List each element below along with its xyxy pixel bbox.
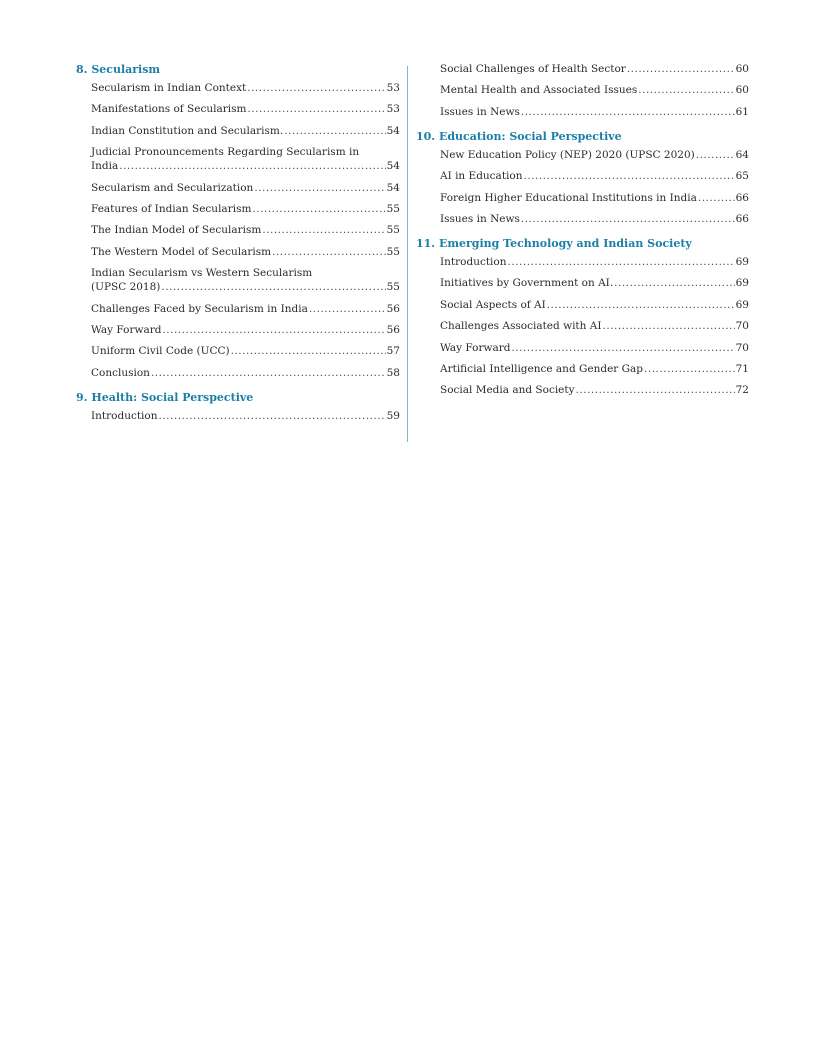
dot-leader: [521, 212, 735, 226]
toc-page-number: 55: [386, 245, 400, 258]
toc-entry[interactable]: [440, 383, 749, 397]
toc-page-number: 60: [735, 84, 749, 97]
toc-page-number: 70: [735, 320, 749, 333]
toc-section-continued: [416, 62, 749, 119]
toc-entry[interactable]: [440, 255, 749, 269]
toc-entry-title: Issues in News: [440, 212, 520, 225]
toc-entry[interactable]: [440, 148, 749, 162]
toc-entry[interactable]: [91, 323, 400, 337]
toc-section: [416, 236, 749, 397]
toc-page-number: 69: [735, 277, 749, 290]
section-heading: 9. Health: Social Perspective: [76, 390, 254, 404]
dot-leader: [159, 409, 386, 423]
toc-entry-title: Social Challenges of Health Sector: [440, 63, 626, 75]
toc-page-number: 55: [386, 224, 400, 237]
dot-leader: [231, 344, 386, 358]
toc-section: [76, 62, 400, 380]
dot-leader: [521, 105, 735, 119]
column-divider: [407, 66, 408, 442]
toc-page-number: 59: [386, 409, 400, 422]
toc-entry-title: Initiatives by Government on AI.: [440, 277, 614, 290]
toc-page-number: 55: [386, 202, 400, 215]
toc-page-number: 69: [735, 255, 749, 268]
toc-entry-title: Indian Constitution and Secularism.: [91, 124, 284, 137]
toc-entry-title: (UPSC 2018): [91, 281, 161, 294]
dot-leader: [627, 62, 735, 76]
toc-page-number: 54: [386, 124, 400, 137]
dot-leader: [284, 124, 385, 138]
toc-page-number: 70: [735, 341, 749, 354]
toc-entry[interactable]: [91, 81, 400, 95]
toc-entry-title: Introduction: [440, 255, 507, 268]
dot-leader: [614, 276, 734, 290]
toc-entry[interactable]: [91, 124, 400, 138]
toc-entry-title: Way Forward: [440, 341, 511, 354]
dot-leader: [151, 366, 386, 380]
toc-entry[interactable]: [91, 202, 400, 216]
toc-entry-list: [91, 81, 400, 380]
dot-leader: [547, 298, 735, 312]
section-heading: 10. Education: Social Perspective: [416, 129, 622, 143]
dot-leader: [508, 255, 735, 269]
dot-leader: [523, 169, 734, 183]
toc-entry[interactable]: [91, 223, 400, 237]
toc-entry-title: Issues in News: [440, 105, 520, 118]
toc-entry-title: AI in Education: [440, 170, 523, 183]
toc-page-number: 53: [386, 82, 400, 94]
dot-leader: [254, 181, 385, 195]
dot-leader: [272, 245, 386, 259]
dot-leader: [638, 83, 734, 97]
toc-entry[interactable]: [440, 362, 749, 376]
toc-entry[interactable]: [91, 366, 400, 380]
toc-entry-title: Foreign Higher Educational Institutions in India: [440, 191, 697, 204]
toc-entry-title: Conclusion: [91, 366, 150, 379]
toc-entry[interactable]: [91, 344, 400, 358]
section-heading: 11. Emerging Technology and Indian Society: [416, 236, 692, 250]
dot-leader: [696, 148, 735, 162]
toc-entry-title: Introduction: [91, 409, 158, 422]
toc-left-column: [76, 62, 400, 430]
dot-leader: [602, 319, 734, 333]
toc-entry[interactable]: [440, 341, 749, 355]
toc-entry[interactable]: [440, 212, 749, 226]
toc-entry-title: India: [91, 160, 119, 173]
toc-entry[interactable]: [440, 319, 749, 333]
dot-leader: [162, 323, 385, 337]
toc-entry[interactable]: [91, 266, 400, 294]
toc-page-number: 66: [735, 212, 749, 225]
toc-entry[interactable]: [440, 105, 749, 119]
toc-entry-list: [440, 148, 749, 226]
toc-page-number: 54: [386, 181, 400, 194]
toc-entry[interactable]: [440, 62, 749, 76]
toc-page-number: 71: [735, 362, 749, 375]
toc-page-number: 53: [386, 103, 400, 116]
toc-entry-title: Secularism in Indian Context: [91, 82, 247, 94]
dot-leader: [247, 81, 385, 95]
toc-entry[interactable]: [91, 302, 400, 316]
toc-page-number: 55: [386, 281, 400, 294]
dot-leader: [252, 202, 385, 216]
toc-entry[interactable]: [440, 83, 749, 97]
toc-page-number: 64: [735, 148, 749, 161]
toc-entry-title: Social Aspects of AI: [440, 298, 546, 311]
toc-entry[interactable]: [440, 169, 749, 183]
toc-entry[interactable]: [440, 276, 749, 290]
toc-entry-title: Mental Health and Associated Issues: [440, 84, 638, 97]
toc-page-number: 56: [386, 323, 400, 336]
toc-page-number: 61: [735, 105, 749, 118]
toc-entry-title-line1: Judicial Pronouncements Regarding Secularism in: [91, 146, 360, 159]
toc-entry[interactable]: [440, 298, 749, 312]
toc-page-number: 60: [735, 63, 749, 75]
dot-leader: [247, 102, 385, 116]
toc-entry-title: Uniform Civil Code (UCC): [91, 345, 230, 358]
toc-entry-list: [440, 62, 749, 119]
toc-entry-title: The Western Model of Secularism: [91, 245, 272, 258]
toc-entry[interactable]: [91, 102, 400, 116]
toc-entry-title: Features of Indian Secularism: [91, 202, 252, 215]
toc-entry-title: Challenges Associated with AI: [440, 320, 602, 333]
toc-entry[interactable]: [91, 145, 400, 173]
toc-entry-title: Artificial Intelligence and Gender Gap: [440, 362, 644, 375]
dot-leader: [698, 191, 735, 205]
dot-leader: [119, 159, 385, 173]
toc-entry-title: New Education Policy (NEP) 2020 (UPSC 2020): [440, 148, 695, 161]
toc-page-number: 69: [735, 298, 749, 311]
dot-leader: [161, 280, 385, 294]
toc-entry-title: Manifestations of Secularism: [91, 103, 247, 116]
toc-entry-title-line1: Indian Secularism vs Western Secularism: [91, 267, 313, 280]
toc-entry-title: The Indian Model of Secularism: [91, 224, 262, 237]
toc-page-number: 56: [386, 302, 400, 315]
toc-page-number: 65: [735, 170, 749, 183]
dot-leader: [511, 341, 734, 355]
toc-entry[interactable]: [440, 191, 749, 205]
toc-entry-title: Social Media and Society: [440, 384, 575, 397]
toc-page-number: 54: [386, 160, 400, 173]
toc-entry[interactable]: [91, 245, 400, 259]
toc-section: [416, 129, 749, 226]
toc-entry-title: Challenges Faced by Secularism in India: [91, 302, 308, 315]
dot-leader: [576, 383, 735, 397]
section-heading: 8. Secularism: [76, 63, 161, 76]
toc-entry-title: Way Forward: [91, 323, 162, 336]
toc-page-number: 66: [735, 191, 749, 204]
toc-entry-list: [440, 255, 749, 397]
toc-page-number: 57: [386, 345, 400, 358]
dot-leader: [644, 362, 735, 376]
toc-right-column: [416, 62, 749, 405]
toc-entry[interactable]: [91, 409, 400, 423]
dot-leader: [262, 223, 385, 237]
toc-page-number: 58: [386, 366, 400, 379]
toc-entry-list: [91, 409, 400, 423]
toc-entry-title: Secularism and Secularization: [91, 181, 254, 194]
toc-section: [76, 390, 400, 423]
dot-leader: [309, 302, 386, 316]
toc-entry[interactable]: [91, 181, 400, 195]
toc-page-number: 72: [735, 384, 749, 397]
